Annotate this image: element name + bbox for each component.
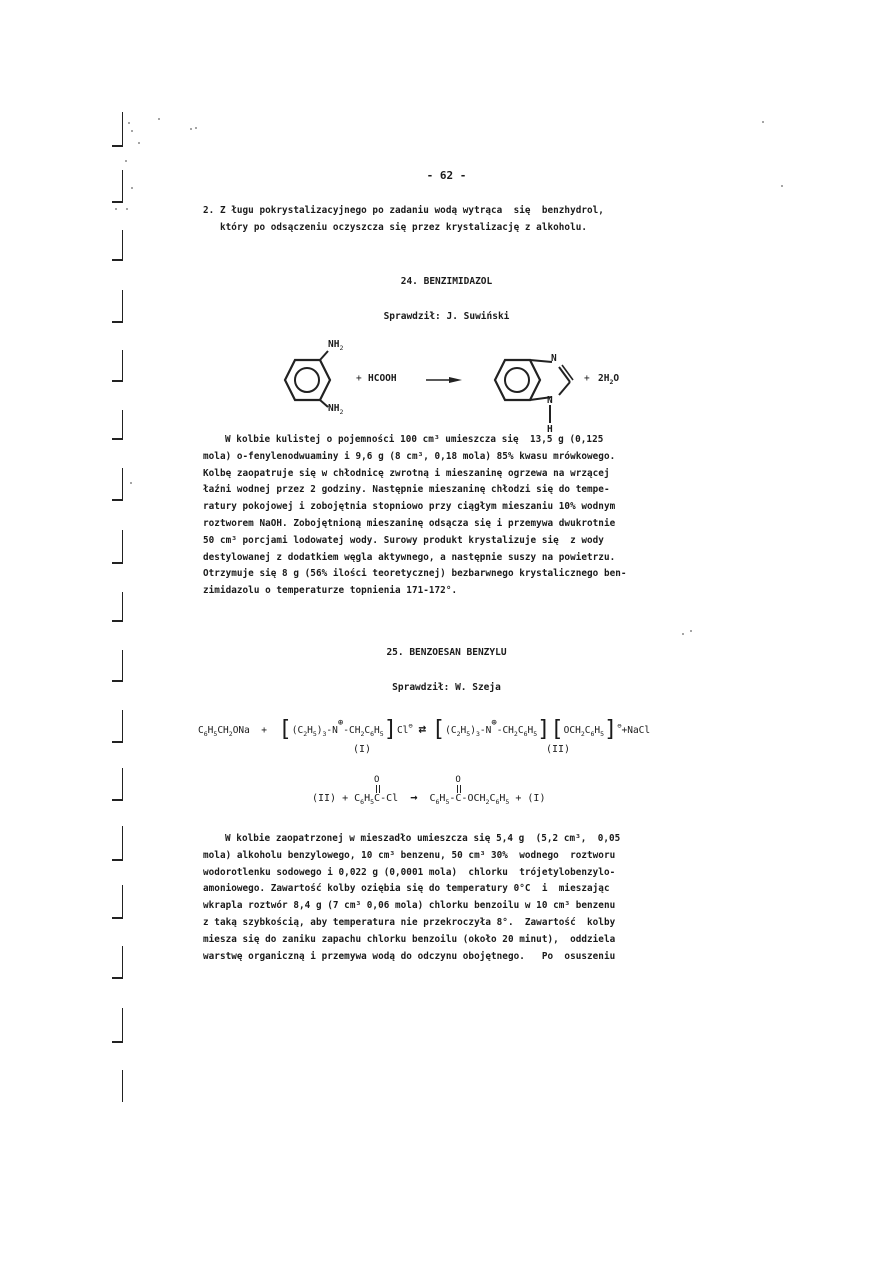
plus-sign: + bbox=[584, 373, 590, 384]
paragraph-line: wkrapla roztwór 8,4 g (7 cm³ 0,06 mola) chlorku benzoilu w 10 cm³ benzenu bbox=[203, 900, 616, 912]
binder-mark bbox=[112, 468, 123, 501]
paragraph-line: destylowanej z dodatkiem węgla aktywnego, a następnie suszy na powietrzu. bbox=[203, 551, 616, 563]
paragraph-line: 50 cm³ porcjami lodowatej wody. Surowy produkt krystalizuje się z wody bbox=[203, 534, 604, 546]
imidazole-n-top: N bbox=[551, 353, 557, 364]
paragraph-line: Kolbę zaopatruje się w chłodnicę zwrotną i mieszaninę ogrzewa na wrzącej bbox=[203, 467, 610, 479]
binder-mark bbox=[112, 885, 123, 919]
checked-by-25: Sprawdził: W. Szeja bbox=[392, 682, 501, 693]
equation-1: $C_6H_5CH_2ONa$ + $[(C_2H_5)_3-N\oplus-CH_2C_6H_5]Cl^⊖$ ⇄ $[(C_2H_5)_3-N\oplus-CH_2C_6H_5][OCH_2C_6H_5]^⊖+NaCl$ (I) (II) bbox=[198, 717, 651, 755]
binder-mark bbox=[112, 530, 123, 564]
section-title-benzimidazol: 24. BENZIMIDAZOL bbox=[400, 276, 493, 287]
plus-sign: + bbox=[356, 373, 362, 384]
paragraph-line: ratury pokojowej i zobojętnia stopniowo przy ciągłym mieszaniu 10% wodnym bbox=[203, 501, 616, 513]
amine-group-bottom: $NH_2$ bbox=[328, 403, 344, 416]
paragraph-line: zimidazolu o temperaturze topnienia 171-172°. bbox=[203, 585, 458, 597]
binder-mark bbox=[112, 768, 123, 801]
binder-mark bbox=[112, 710, 123, 743]
paragraph-line: Otrzymuje się 8 g (56% ilości teoretycznej) bezbarwnego krystalicznego ben- bbox=[203, 568, 627, 580]
paragraph-line: W kolbie zaopatrzonej w mieszadło umieszcza się 5,4 g (5,2 cm³, 0,05 bbox=[225, 833, 621, 844]
paragraph-line: miesza się do zaniku zapachu chlorku benzoilu (około 20 minut), oddziela bbox=[203, 933, 616, 945]
binder-mark bbox=[112, 410, 123, 440]
paragraph-line: mola) o-fenylenodwuaminy i 9,6 g (8 cm³, 0,18 mola) 85% kwasu mrówkowego. bbox=[203, 450, 616, 462]
paragraph-benzimidazol bbox=[203, 432, 743, 600]
imidazole-h: H bbox=[547, 424, 553, 435]
binder-mark bbox=[112, 230, 123, 261]
label-I: (I) bbox=[353, 744, 372, 755]
paragraph-line: warstwę organiczną i przemywa wodą do odczynu obojętnego. Po osuszeniu bbox=[203, 950, 616, 962]
binder-mark bbox=[112, 1070, 123, 1102]
binder-mark bbox=[112, 946, 123, 979]
paragraph-line: z taką szybkością, aby temperatura nie przekroczyła 8°. Zawartość kolby bbox=[203, 916, 616, 928]
equation-2: $(II) + C_6H_5$ O $C-Cl \to C_6H_5-$ O $C-OCH_2C_6H_5 + (I)$ bbox=[312, 775, 546, 806]
paragraph-line: roztworem NaOH. Zobojętnioną mieszaninę odsącza się i przemywa dwukrotnie bbox=[203, 517, 616, 529]
imidazole-n-bottom: N bbox=[547, 395, 553, 406]
formic-acid: HCOOH bbox=[368, 373, 397, 384]
checked-by-24: Sprawdził: J. Suwiński bbox=[383, 311, 510, 322]
paragraph-line: mola) alkoholu benzylowego, 10 cm³ benzenu, 50 cm³ 30% wodnego roztworu bbox=[203, 849, 616, 861]
binder-mark bbox=[112, 350, 123, 382]
intro-line: który po odsączeniu oczyszcza się przez krystalizację z alkoholu. bbox=[203, 221, 588, 233]
amine-group-top: $NH_2$ bbox=[328, 339, 344, 352]
paragraph-line: wodorotlenku sodowego i 0,022 g (0,0001 mola) chlorku trójetylobenzylo- bbox=[203, 866, 616, 878]
paragraph-benzyl-benzoate bbox=[203, 831, 743, 965]
intro-line: 2. Z ługu pokrystalizacyjnego po zadaniu wodą wytrąca się benzhydrol, bbox=[203, 205, 604, 216]
water-byproduct: $2H_2O$ bbox=[598, 373, 620, 386]
intro-text bbox=[203, 203, 743, 237]
label-II: (II) bbox=[546, 744, 571, 755]
binder-mark bbox=[112, 592, 123, 622]
binder-mark bbox=[112, 1008, 123, 1043]
paragraph-line: łaźni wodnej przez 2 godziny. Następnie mieszaninę chłodzi się do tempe- bbox=[203, 484, 610, 496]
section-title-benzyl-benzoate: 25. BENZOESAN BENZYLU bbox=[386, 647, 507, 658]
binder-mark bbox=[112, 826, 123, 861]
binder-mark bbox=[112, 112, 123, 147]
paragraph-line: W kolbie kulistej o pojemności 100 cm³ umieszcza się 13,5 g (0,125 bbox=[225, 434, 604, 445]
paragraph-line: amoniowego. Zawartość kolby oziębia się do temperatury 0°C i mieszając bbox=[203, 883, 610, 895]
page-number: - 62 - bbox=[426, 169, 467, 182]
